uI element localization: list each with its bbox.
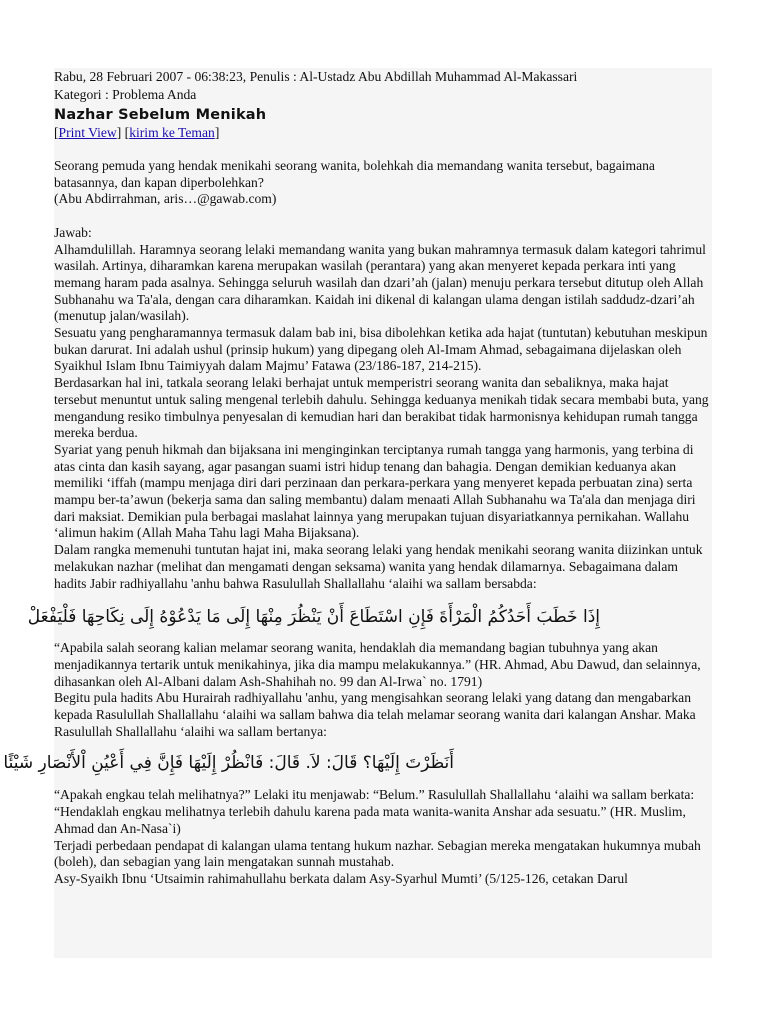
article-meta xyxy=(54,68,712,104)
article-actions xyxy=(54,124,712,141)
bracket-separator: ] [ xyxy=(116,125,130,140)
answer-paragraph-1: Alhamdulillah. Haramnya seorang lelaki memandang wanita yang bukan mahramnya termasuk dalam kategori tahrimul wasilah. Artinya, diharamkan karena merupakan wasilah (perantara) yang akan menyeret kepada perkara inti yang memang haram pada asalnya. Sehingga seluruh wasilah dan dzari’ah (jalan) menuju perkara tersebut ditutup oleh Allah Subhanahu wa Ta'ala, dengan cara diharamkan. Kaidah ini dikenal di kalangan ulama dengan istilah saddudz-dzari’ah (menutup jalan/wasilah). xyxy=(54,241,706,324)
print-view-link[interactable]: Print View xyxy=(58,125,117,140)
answer-paragraph-10: Asy-Syaikh Ibnu ‘Utsaimin rahimahullahu berkata dalam Asy-Syarhul Mumti’ (5/125-126, cetakan Darul xyxy=(54,871,628,886)
answer-paragraph-5: Dalam rangka memenuhi tuntutan hajat ini, maka seorang lelaki yang hendak menikahi seorang wanita diizinkan untuk melakukan nazhar (melihat dan mengamati dengan seksama) wanita yang hendak dilamarnya. Sebagaimana dalam hadits Jabir radhiyallahu 'anhu bahwa Rasulullah Shallallahu ‘alaihi wa sallam bersabda: xyxy=(54,542,703,591)
article-title: Nazhar Sebelum Menikah xyxy=(54,107,267,123)
answer-paragraph-7: Begitu pula hadits Abu Hurairah radhiyallahu 'anhu, yang mengisahkan seorang lelaki yang datang dan mengabarkan kepada Rasulullah Shallallahu ‘alaihi wa sallam bahwa dia telah melamar seorang wanita dari kalangan Anshar. Maka Rasulullah Shallallahu ‘alaihi wa sallam bertanya: xyxy=(54,690,696,739)
bracket-close: ] xyxy=(214,125,220,140)
answer-paragraph-6: “Apabila salah seorang kalian melamar seorang wanita, hendaklah dia memandang bagian tubuhnya yang akan menjadikannya tertarik untuk menikahinya, jika dia mampu melakukannya.” (HR. Ahmad, Abu Dawud, dan selainnya, dihasankan oleh Al-Albani dalam Ash-Shahihah no. 99 dan Al-Irwa` no. 1791) xyxy=(54,640,701,689)
send-to-friend-link[interactable]: kirim ke Teman xyxy=(129,125,215,140)
answer-paragraph-8: “Apakah engkau telah melihatnya?” Lelaki itu menjawab: “Belum.” Rasulullah Shallallahu ‘alaihi wa sallam berkata: “Hendaklah engkau melihatnya terlebih dahulu karena pada mata wanita-wanita Anshar ada sesuatu.” (HR. Muslim, Ahmad dan An-Nasa`i) xyxy=(54,787,695,836)
answer-label: Jawab: xyxy=(54,224,92,240)
bracket-open: [ xyxy=(54,125,59,140)
answer-paragraph-9: Terjadi perbedaan pendapat di kalangan ulama tentang hukum nazhar. Sebagian mereka mengatakan hukumnya mubah (boleh), dan sebagian yang lain mengatakan sunnah mustahab. xyxy=(54,837,701,870)
article-body xyxy=(3,158,712,888)
article-date-author: Rabu, 28 Februari 2007 - 06:38:23, Penulis : Al-Ustadz Abu Abdillah Muhammad Al-Makassari xyxy=(54,69,578,84)
article-page xyxy=(3,68,712,958)
question-sender: (Abu Abdirrahman, aris…@gawab.com) xyxy=(54,191,277,207)
answer-paragraph-2: Sesuatu yang pengharamannya termasuk dalam bab ini, bisa dibolehkan ketika ada hajat (tuntutan) kebutuhan meskipun bukan darurat. Ini adalah ushul (prinsip hukum) yang dipegang oleh Al-Imam Ahmad, sebagaimana dijelaskan oleh Syaikhul Islam Ibnu Taimiyyah dalam Majmu’ Fatawa (23/186-187, 214-215). xyxy=(54,325,708,374)
answer-paragraph-3: Berdasarkan hal ini, tatkala seorang lelaki berhajat untuk memperistri seorang wanita dan sebaliknya, maka hajat tersebut menuntut untuk saling mengenal terlebih dahulu. Sehingga keduanya menikah tidak secara membabi buta, yang mengandung resiko timbulnya penyesalan di kemudian hari dan berakibat tidak harmonisnya kehidupan rumah tangga mereka berdua. xyxy=(54,375,709,441)
arabic-hadith-1: إِذَا خَطَبَ أَحَدُكُمُ الْمَرْأَةَ فَإِنِ اسْتَطَاعَ أَنْ يَنْظُرَ مِنْهَا إِلَى مَا يَدْعُوْهُ إِلَى نِكَاحِهَا فَلْيَفْعَلْ xyxy=(27,607,600,628)
question-paragraph: Seorang pemuda yang hendak menikahi seorang wanita, bolehkah dia memandang wanita tersebut, bagaimana batasannya, dan kapan diperbolehkan? xyxy=(54,158,655,190)
arabic-hadith-2: أَنَظَرْتَ إِلَيْهَا؟ قَالَ: لاَ. قَالَ: فَانْظُرْ إِلَيْهَا فَإِنَّ فِي أَعْيُنِ اْلأَنْصَارِ شَيْئًا xyxy=(3,753,454,774)
answer-paragraph-4: Syariat yang penuh hikmah dan bijaksana ini menginginkan terciptanya rumah tangga yang harmonis, yang terbina di atas cinta dan kasih sayang, agar pasangan suami istri hidup tenang dan bahagia. Dengan demikian keduanya akan memiliki ‘iffah (mampu menjaga diri dari perzinaan dan perkara-perkara yang menyeret kepada perbuatan zina) serta mampu ber-ta’awun (bekerja sama dan saling membantu) dalam menaati Allah Subhanahu wa Ta'ala dan menjaga diri dari maksiat. Demikian pula berbagai maslahat lainnya yang merupakan tujuan disyariatkannya pernikahan. Wallahu ‘alimun hakim (Allah Maha Tahu lagi Maha Bijaksana). xyxy=(54,441,696,541)
article-category: Kategori : Problema Anda xyxy=(54,87,197,102)
